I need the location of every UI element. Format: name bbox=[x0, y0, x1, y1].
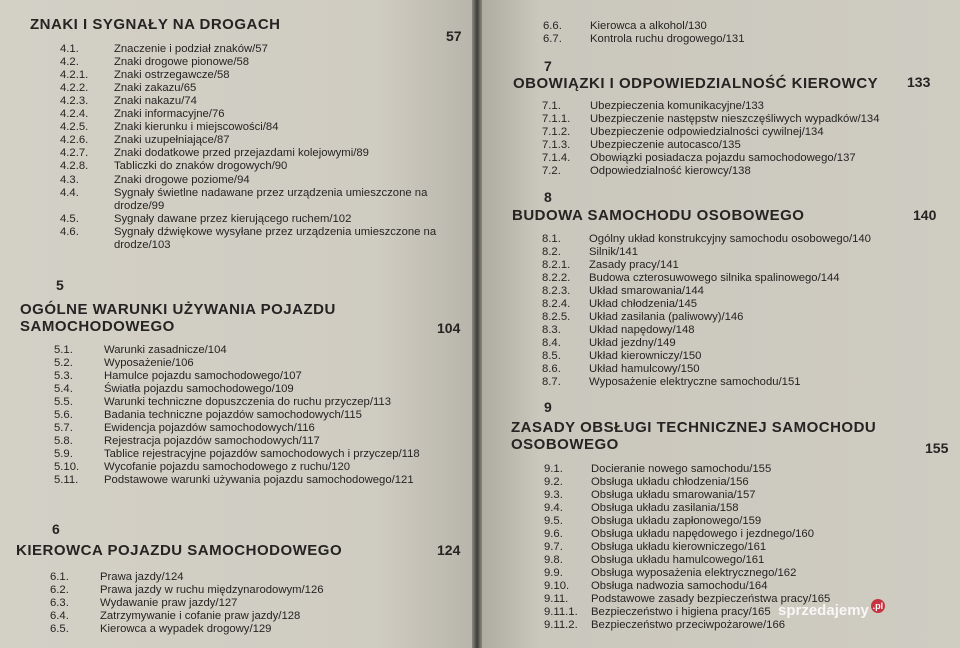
toc-entry-number: 5.1. bbox=[54, 344, 73, 356]
toc-entry-number: 5.3. bbox=[54, 370, 73, 382]
section-7-page: 133 bbox=[907, 74, 931, 90]
toc-entry-number: 4.2.6. bbox=[60, 134, 89, 147]
toc-entry-number: 9.3. bbox=[544, 489, 563, 501]
toc-entry-title: Obsługa wyposażenia elektrycznego/162 bbox=[591, 567, 797, 579]
toc-entry-title: Znaki drogowe pionowe/58 bbox=[114, 56, 250, 69]
toc-entry-title: Ubezpieczenie następstw nieszczęśliwych wypadków/134 bbox=[590, 113, 880, 125]
section-7-title: OBOWIĄZKI I ODPOWIEDZIALNOŚĆ KIEROWCY bbox=[513, 75, 879, 92]
watermark-text: sprzedajemy bbox=[778, 602, 869, 619]
toc-entry-number: 5.2. bbox=[54, 357, 73, 369]
toc-entry-title: Obsługa układu zasilania/158 bbox=[591, 502, 739, 514]
toc-entry-title: Znaki zakazu/65 bbox=[114, 82, 197, 95]
toc-entry-number: 5.7. bbox=[54, 422, 73, 434]
toc-entry-title: Układ hamulcowy/150 bbox=[589, 363, 700, 375]
toc-entry-title: Ubezpieczenia komunikacyjne/133 bbox=[590, 100, 764, 112]
toc-entry-number: 9.8. bbox=[544, 554, 563, 566]
toc-entry-number: 8.2.4. bbox=[542, 298, 571, 310]
toc-entry-title: Podstawowe zasady bezpieczeństwa pracy/165 bbox=[591, 593, 831, 605]
toc-entry-title: drodze/99 bbox=[114, 199, 165, 212]
toc-entry-title: Warunki techniczne dopuszczenia do ruchu przyczep/113 bbox=[104, 396, 391, 408]
toc-entry-number: 9.5. bbox=[544, 515, 563, 527]
toc-entry-title: Wyposażenie elektryczne samochodu/151 bbox=[589, 376, 801, 388]
toc-entry-number: 4.2.7. bbox=[60, 147, 89, 160]
toc-entry-number: 8.2. bbox=[542, 246, 561, 258]
toc-entry-title: Obsługa układu zapłonowego/159 bbox=[591, 515, 762, 527]
toc-entry-title: Prawa jazdy/124 bbox=[100, 571, 184, 583]
toc-entry-number: 4.2.2. bbox=[60, 82, 89, 95]
toc-entry-number: 6.2. bbox=[50, 584, 69, 596]
section-5-title-line2: SAMOCHODOWEGO bbox=[20, 318, 175, 335]
section-5-number: 5 bbox=[56, 277, 64, 293]
toc-entry-title: Sygnały świetlne nadawane przez urządzenia umieszczone na bbox=[114, 186, 428, 199]
section-9-number: 9 bbox=[544, 399, 552, 415]
toc-entry-title: Tablice rejestracyjne pojazdów samochodowych i przyczep/118 bbox=[104, 448, 420, 460]
toc-entry-title: Obsługa układu chłodzenia/156 bbox=[591, 476, 749, 488]
toc-entry-title: Ubezpieczenie autocasco/135 bbox=[590, 139, 741, 151]
toc-entry-number: 7.1.2. bbox=[542, 126, 571, 138]
section-8-number: 8 bbox=[544, 189, 552, 205]
toc-entry-title: Ubezpieczenie odpowiedzialności cywilnej/134 bbox=[590, 126, 824, 138]
toc-entry-title: Sygnały dawane przez kierującego ruchem/102 bbox=[114, 212, 352, 225]
toc-entry-number: 7.1.4. bbox=[542, 152, 571, 164]
section-9-title-line1: ZASADY OBSŁUGI TECHNICZNEJ SAMOCHODU bbox=[511, 419, 877, 436]
toc-entry-number: 8.3. bbox=[542, 324, 561, 336]
toc-entry-number: 4.2.8. bbox=[60, 160, 89, 173]
toc-entry-number: 5.9. bbox=[54, 448, 73, 460]
toc-entry-title: Układ napędowy/148 bbox=[589, 324, 695, 336]
toc-entry-number: 4.6. bbox=[60, 225, 79, 238]
toc-entry-number: 5.11. bbox=[54, 474, 79, 486]
toc-entry-number: 9.10. bbox=[544, 580, 570, 592]
section-5-title-line1: OGÓLNE WARUNKI UŻYWANIA POJAZDU bbox=[20, 301, 336, 318]
toc-entry-title: Wyposażenie/106 bbox=[104, 357, 194, 369]
toc-entry-number: 9.11. bbox=[544, 593, 569, 605]
toc-entry-title: Obsługa układu smarowania/157 bbox=[591, 489, 756, 501]
toc-entry-number: 4.3. bbox=[60, 173, 79, 186]
section-9-page: 155 bbox=[925, 440, 949, 456]
toc-entry-number: 8.1. bbox=[542, 233, 561, 245]
toc-entry-number: 4.2.1. bbox=[60, 69, 89, 82]
toc-entry-title: Bezpieczeństwo przeciwpożarowe/166 bbox=[591, 619, 786, 631]
toc-entry-title: Obsługa układu kierowniczego/161 bbox=[591, 541, 767, 553]
toc-entry-title: Układ jezdny/149 bbox=[589, 337, 676, 349]
toc-entry-title: Wycofanie pojazdu samochodowego z ruchu/120 bbox=[104, 461, 351, 473]
toc-entry-number: 9.4. bbox=[544, 502, 563, 514]
toc-entry-title: Układ smarowania/144 bbox=[589, 285, 704, 297]
toc-entry-title: Rejestracja pojazdów samochodowych/117 bbox=[104, 435, 320, 447]
section-6-number: 6 bbox=[52, 521, 60, 537]
toc-entry-number: 6.6. bbox=[543, 20, 562, 32]
toc-entry-number: 5.6. bbox=[54, 409, 73, 421]
toc-entry-title: Kierowca a alkohol/130 bbox=[590, 20, 707, 32]
section-7-number: 7 bbox=[544, 58, 552, 74]
toc-entry-number: 6.4. bbox=[50, 610, 69, 622]
toc-entry-number: 7.1.3. bbox=[542, 139, 571, 151]
toc-entry-number: 5.5. bbox=[54, 396, 73, 408]
toc-entry-title: Obsługa układu hamulcowego/161 bbox=[591, 554, 765, 566]
toc-entry-title: Bezpieczeństwo i higiena pracy/165 bbox=[591, 606, 771, 618]
toc-entry-title: Silnik/141 bbox=[589, 246, 638, 258]
toc-entry-title: Znaki nakazu/74 bbox=[114, 95, 197, 108]
toc-entry-title: Znaczenie i podział znaków/57 bbox=[114, 43, 268, 55]
toc-entry-number: 8.6. bbox=[542, 363, 561, 375]
section-8-title: BUDOWA SAMOCHODU OSOBOWEGO bbox=[512, 207, 805, 224]
toc-entry-title: Zatrzymywanie i cofanie praw jazdy/128 bbox=[100, 610, 301, 622]
toc-entry-number: 8.2.3. bbox=[542, 285, 571, 297]
watermark-badge: .pl bbox=[872, 601, 884, 611]
toc-entry-number: 8.7. bbox=[542, 376, 561, 388]
toc-entry-title: Ogólny układ konstrukcyjny samochodu osobowego/140 bbox=[589, 233, 871, 245]
toc-entry-title: Ewidencja pojazdów samochodowych/116 bbox=[104, 422, 315, 434]
toc-entry-title: Wydawanie praw jazdy/127 bbox=[100, 597, 238, 609]
toc-entry-number: 8.2.2. bbox=[542, 272, 571, 284]
toc-entry-number: 8.4. bbox=[542, 337, 561, 349]
toc-entry-number: 6.5. bbox=[50, 623, 69, 635]
toc-entry-title: Docieranie nowego samochodu/155 bbox=[591, 463, 772, 475]
toc-entry-number: 4.2.4. bbox=[60, 108, 89, 121]
left-page bbox=[0, 0, 472, 648]
toc-entry-number: 5.8. bbox=[54, 435, 73, 447]
toc-entry-number: 7.1.1. bbox=[542, 113, 571, 125]
toc-entry-number: 6.1. bbox=[50, 571, 69, 583]
right-page bbox=[482, 0, 960, 648]
toc-entry-number: 9.9. bbox=[544, 567, 563, 579]
toc-entry-number: 7.1. bbox=[542, 100, 561, 112]
toc-entry-title: Układ chłodzenia/145 bbox=[589, 298, 698, 310]
toc-entry-title: Kontrola ruchu drogowego/131 bbox=[590, 33, 745, 45]
toc-entry-number: 9.11.1. bbox=[544, 606, 578, 618]
toc-entry-title: Sygnały dźwiękowe wysyłane przez urządzenia umieszczone na bbox=[114, 225, 437, 238]
toc-entry-title: Obsługa nadwozia samochodu/164 bbox=[591, 580, 768, 592]
toc-entry-title: Znaki kierunku i miejscowości/84 bbox=[114, 121, 279, 134]
toc-entry-title: Podstawowe warunki używania pojazdu samochodowego/121 bbox=[104, 474, 414, 486]
toc-entry-number: 9.11.2. bbox=[544, 619, 578, 631]
section-6-page: 124 bbox=[437, 542, 461, 558]
section-4-title: ZNAKI I SYGNAŁY NA DROGACH bbox=[30, 16, 281, 33]
toc-entry-number: 8.2.1. bbox=[542, 259, 571, 271]
toc-entry-number: 4.2. bbox=[60, 56, 79, 69]
toc-entry-title: Odpowiedzialność kierowcy/138 bbox=[590, 165, 751, 177]
toc-entry-title: Układ kierowniczy/150 bbox=[589, 350, 702, 362]
toc-entry-title: drodze/103 bbox=[114, 238, 171, 251]
toc-entry-number: 8.2.5. bbox=[542, 311, 571, 323]
toc-entry-number: 9.1. bbox=[544, 463, 563, 475]
toc-entry-title: Światła pojazdu samochodowego/109 bbox=[104, 383, 294, 395]
toc-entry-number: 6.7. bbox=[543, 33, 562, 45]
toc-entry-title: Kierowca a wypadek drogowy/129 bbox=[100, 623, 272, 635]
toc-entry-number: 5.10. bbox=[54, 461, 80, 473]
toc-entry-title: Zasady pracy/141 bbox=[589, 259, 679, 271]
toc-entry-title: Tabliczki do znaków drogowych/90 bbox=[114, 160, 288, 173]
section-9-title-line2: OSOBOWEGO bbox=[511, 436, 619, 453]
toc-entry-number: 4.1. bbox=[60, 43, 79, 55]
toc-entry-title: Znaki ostrzegawcze/58 bbox=[114, 69, 230, 82]
toc-entry-title: Hamulce pojazdu samochodowego/107 bbox=[104, 370, 302, 382]
toc-entry-number: 7.2. bbox=[542, 165, 561, 177]
toc-entry-title: Układ zasilania (paliwowy)/146 bbox=[589, 311, 744, 323]
toc-entry-number: 6.3. bbox=[50, 597, 69, 609]
toc-entry-number: 8.5. bbox=[542, 350, 561, 362]
section-4-page: 57 bbox=[446, 28, 462, 44]
toc-entry-title: Warunki zasadnicze/104 bbox=[104, 344, 227, 356]
toc-entry-title: Prawa jazdy w ruchu międzynarodowym/126 bbox=[100, 584, 324, 596]
section-8-page: 140 bbox=[913, 207, 937, 223]
toc-entry-number: 5.4. bbox=[54, 383, 73, 395]
toc-entry-title: Budowa czterosuwowego silnika spalinowego/144 bbox=[589, 272, 840, 284]
toc-entry-title: Znaki uzupełniające/87 bbox=[114, 134, 230, 147]
toc-entry-title: Obowiązki posiadacza pojazdu samochodowego/137 bbox=[590, 152, 856, 164]
toc-entry-number: 4.2.5. bbox=[60, 121, 89, 134]
toc-entry-number: 4.4. bbox=[60, 186, 79, 199]
book-gutter bbox=[472, 0, 482, 648]
toc-entry-title: Znaki informacyjne/76 bbox=[114, 108, 225, 121]
toc-entry-number: 4.2.3. bbox=[60, 95, 89, 108]
watermark bbox=[778, 599, 885, 619]
section-6-title: KIEROWCA POJAZDU SAMOCHODOWEGO bbox=[16, 542, 343, 559]
toc-entry-title: Obsługa układu napędowego i jezdnego/160 bbox=[591, 528, 814, 540]
toc-entry-number: 9.7. bbox=[544, 541, 563, 553]
toc-entry-number: 9.2. bbox=[544, 476, 563, 488]
toc-entry-number: 9.6. bbox=[544, 528, 563, 540]
toc-entry-title: Badania techniczne pojazdów samochodowych/115 bbox=[104, 409, 362, 421]
toc-entry-title: Znaki drogowe poziome/94 bbox=[114, 173, 250, 186]
toc-entry-number: 4.5. bbox=[60, 212, 79, 225]
toc-entry-title: Znaki dodatkowe przed przejazdami kolejowymi/89 bbox=[114, 147, 369, 160]
section-5-page: 104 bbox=[437, 320, 461, 336]
